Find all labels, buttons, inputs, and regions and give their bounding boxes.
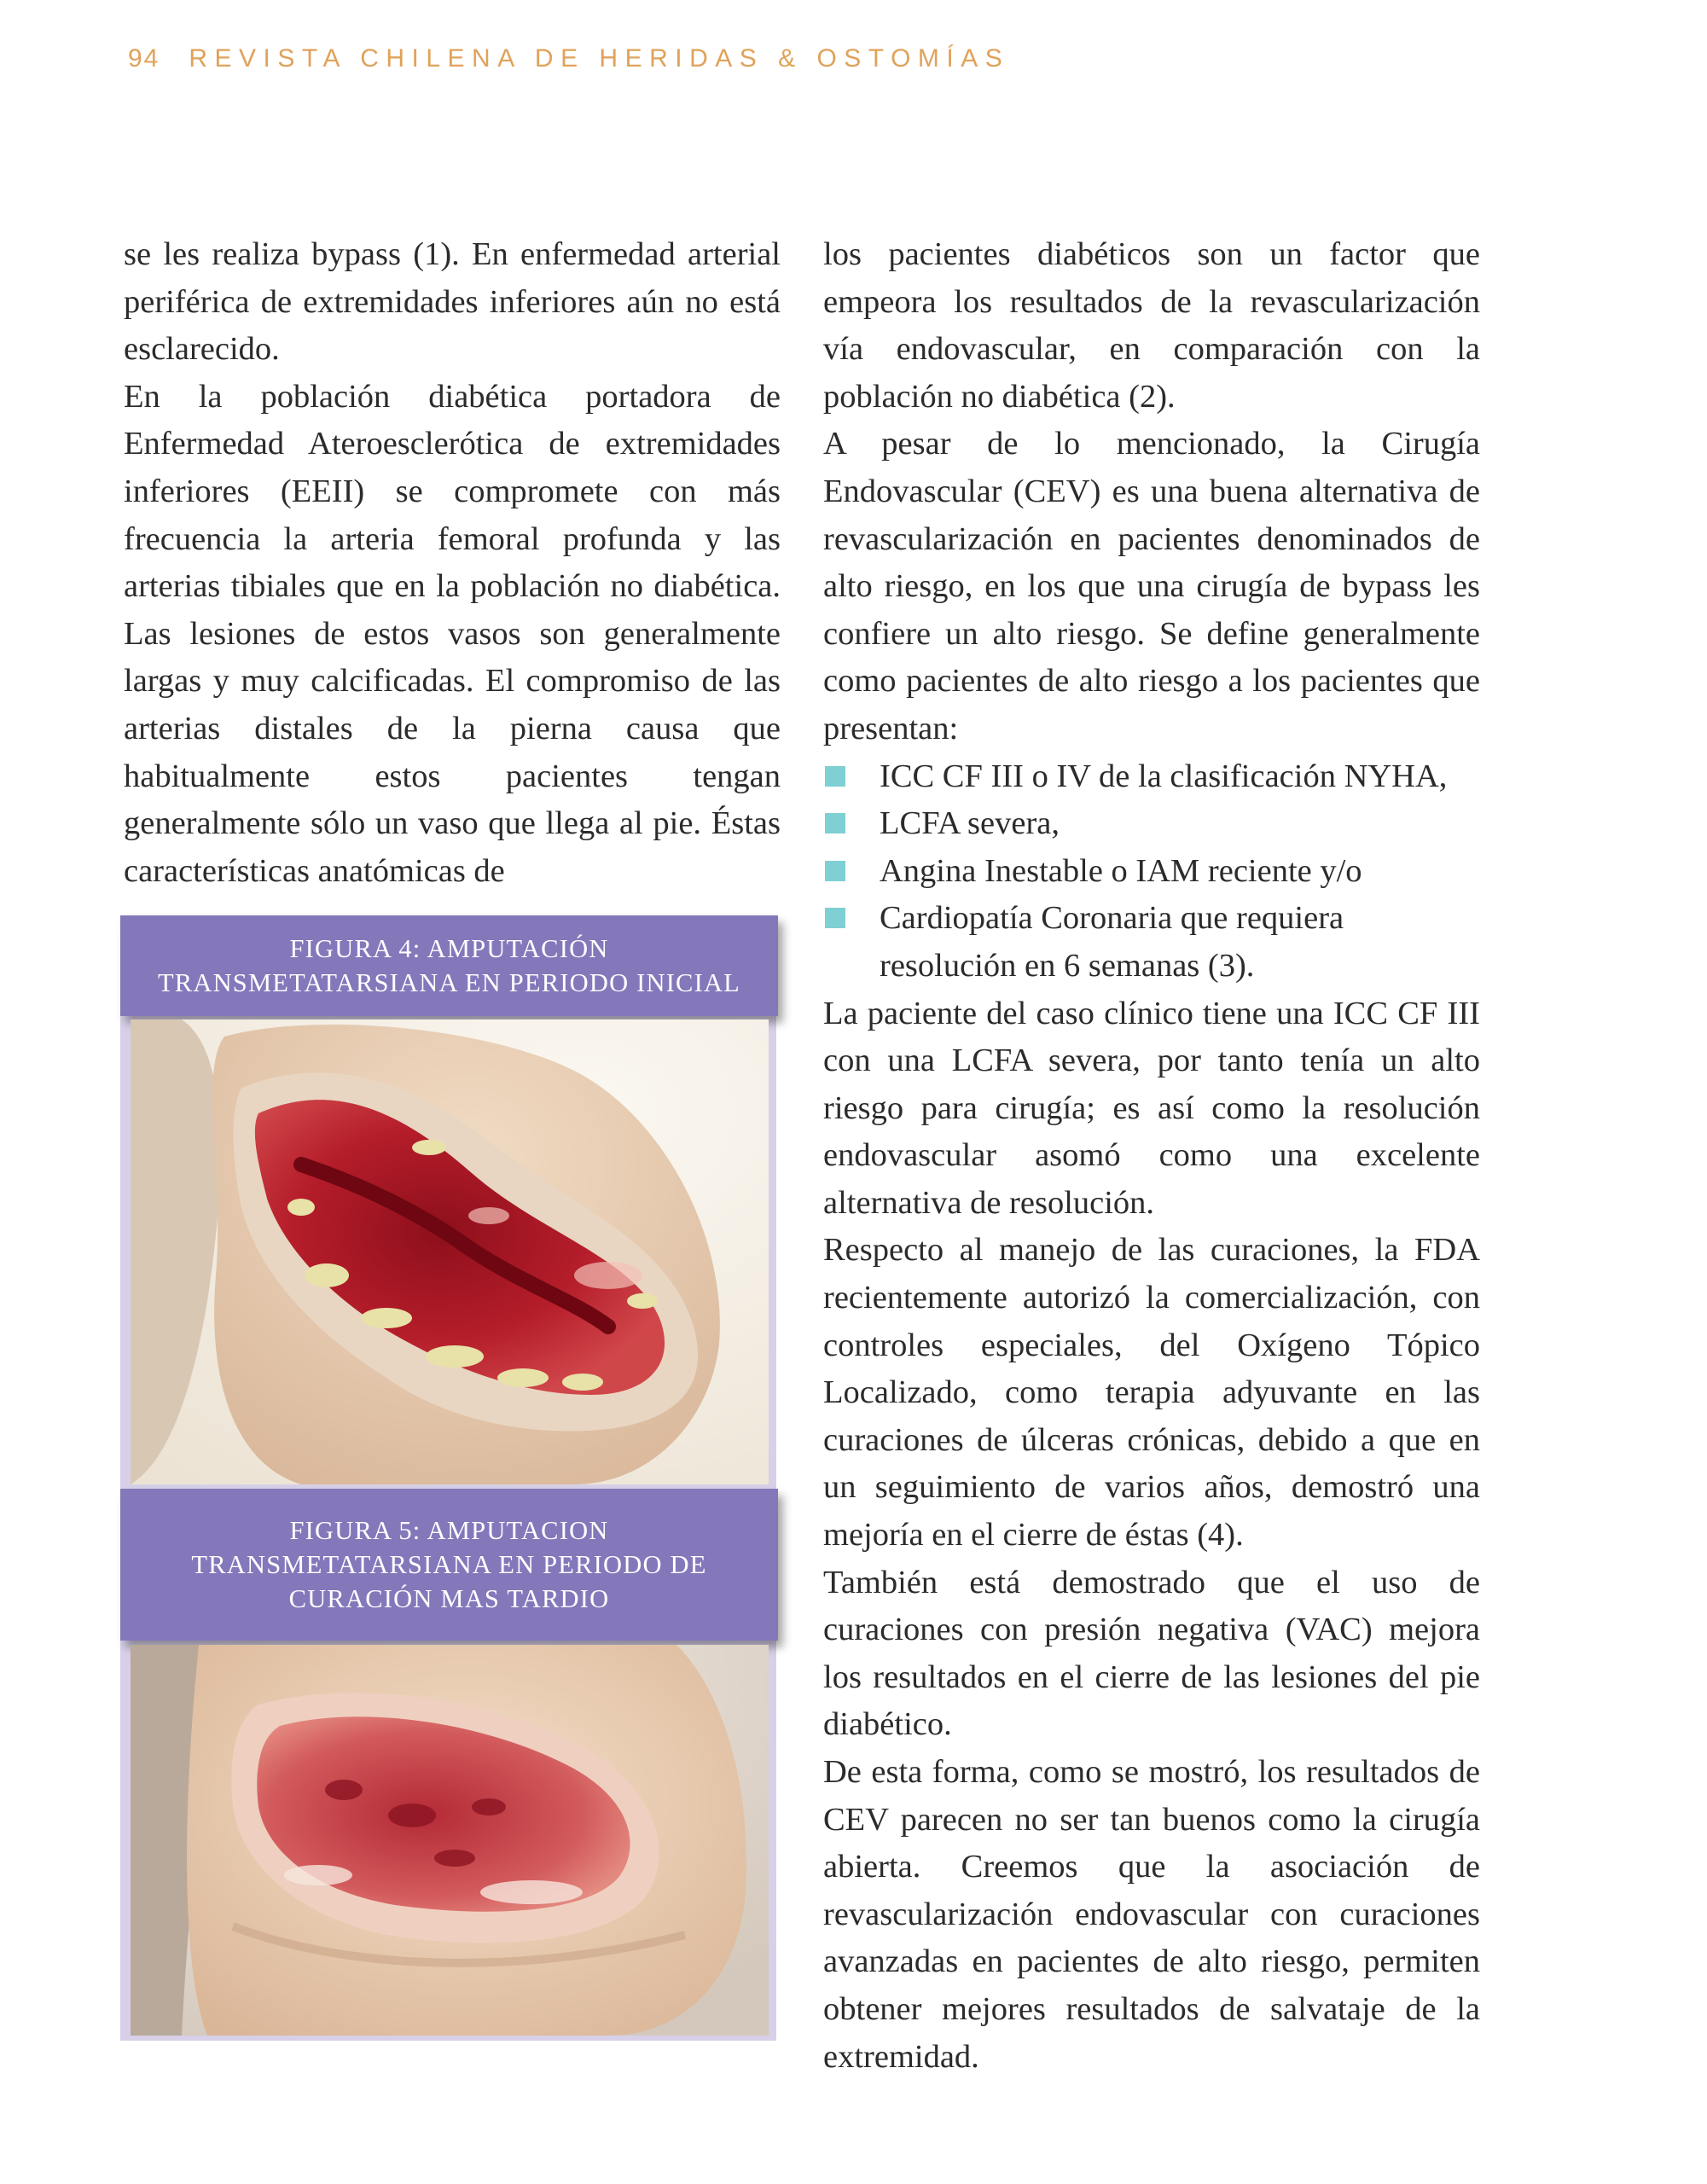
wound-photo-early xyxy=(131,1019,769,1484)
bullet-square-icon xyxy=(825,813,845,834)
figure-5-photo xyxy=(131,1645,769,2036)
caption-line: CURACIÓN MAS TARDIO xyxy=(288,1584,610,1613)
list-item: LCFA severa, xyxy=(823,800,1480,848)
running-head xyxy=(128,44,1009,73)
list-item: Cardiopatía Coronaria que requiera resolución en 6 semanas (3). xyxy=(823,895,1480,990)
body-paragraph: La paciente del caso clínico tiene una ICC CF III con una LCFA severa, por tanto tenía un alto riesgo para cirugía; es así como la resolución endovascular asomó como una excelente alternativa de resolución. xyxy=(823,995,1480,1221)
bullet-square-icon xyxy=(825,861,845,881)
bullet-square-icon xyxy=(825,908,845,928)
caption-line: FIGURA 5: AMPUTACION xyxy=(289,1516,609,1545)
figure-4-photo xyxy=(131,1019,769,1484)
body-paragraph: se les realiza bypass (1). En enfermedad arterial periférica de extremidades inferiores aún no está esclarecido. xyxy=(124,236,781,368)
caption-line: TRANSMETATARSIANA EN PERIODO INICIAL xyxy=(157,968,741,997)
left-column xyxy=(124,231,781,895)
list-item: Angina Inestable o IAM reciente y/o xyxy=(823,848,1480,896)
caption-line: FIGURA 4: AMPUTACIÓN xyxy=(289,934,609,963)
caption-line: TRANSMETATARSIANA EN PERIODO DE xyxy=(191,1550,707,1579)
page-number: 94 xyxy=(128,44,160,73)
body-paragraph: Respecto al manejo de las curaciones, la FDA recientemente autorizó la comercialización, con controles especiales, del Oxígeno Tópico Localizado, como terapia adyuvante en las curaciones de úlceras crónicas, debido a que en un seguimiento de varios años, demostró una mejoría en el cierre de éstas (4). xyxy=(823,1232,1480,1554)
list-item: ICC CF III o IV de la clasificación NYHA, xyxy=(823,753,1480,801)
body-paragraph: En la población diabética portadora de Enfermedad Ateroesclerótica de extremidades inferiores (EEII) se compromete con más frecuencia la arteria femoral profunda y las arterias tibiales que en la población no diabética. Las lesiones de estos vasos son generalmente largas y muy calcificadas. El compromiso de las arterias distales de la pierna causa que habitualmente estos pacientes tengan generalmente sólo un vaso que llega al pie. Éstas características anatómicas de xyxy=(124,378,781,889)
right-column xyxy=(823,231,1480,2081)
risk-criteria-list xyxy=(823,753,1480,990)
figure-4-caption xyxy=(120,915,778,1016)
bullet-square-icon xyxy=(825,766,845,787)
body-paragraph: A pesar de lo mencionado, la Cirugía Endovascular (CEV) es una buena alternativa de revascularización en pacientes denominados de alto riesgo, en los que una cirugía de bypass les confiere un alto riesgo. Se define generalmente como pacientes de alto riesgo a los pacientes que presentan: xyxy=(823,426,1480,746)
figure-5-caption xyxy=(120,1489,778,1641)
wound-photo-late xyxy=(131,1645,769,2036)
body-paragraph: También está demostrado que el uso de curaciones con presión negativa (VAC) mejora los resultados en el cierre de las lesiones del pie diabético. xyxy=(823,1564,1480,1743)
journal-title: REVISTA CHILENA DE HERIDAS & OSTOMÍAS xyxy=(189,44,1010,73)
body-paragraph: De esta forma, como se mostró, los resultados de CEV parecen no ser tan buenos como la cirugía abierta. Creemos que la asociación de revascularización endovascular con curaciones avanzadas en pacientes de alto riesgo, permiten obtener mejores resultados de salvataje de la extremidad. xyxy=(823,1754,1480,2075)
body-paragraph: los pacientes diabéticos son un factor que empeora los resultados de la revascularización vía endovascular, en comparación con la población no diabética (2). xyxy=(823,236,1480,415)
